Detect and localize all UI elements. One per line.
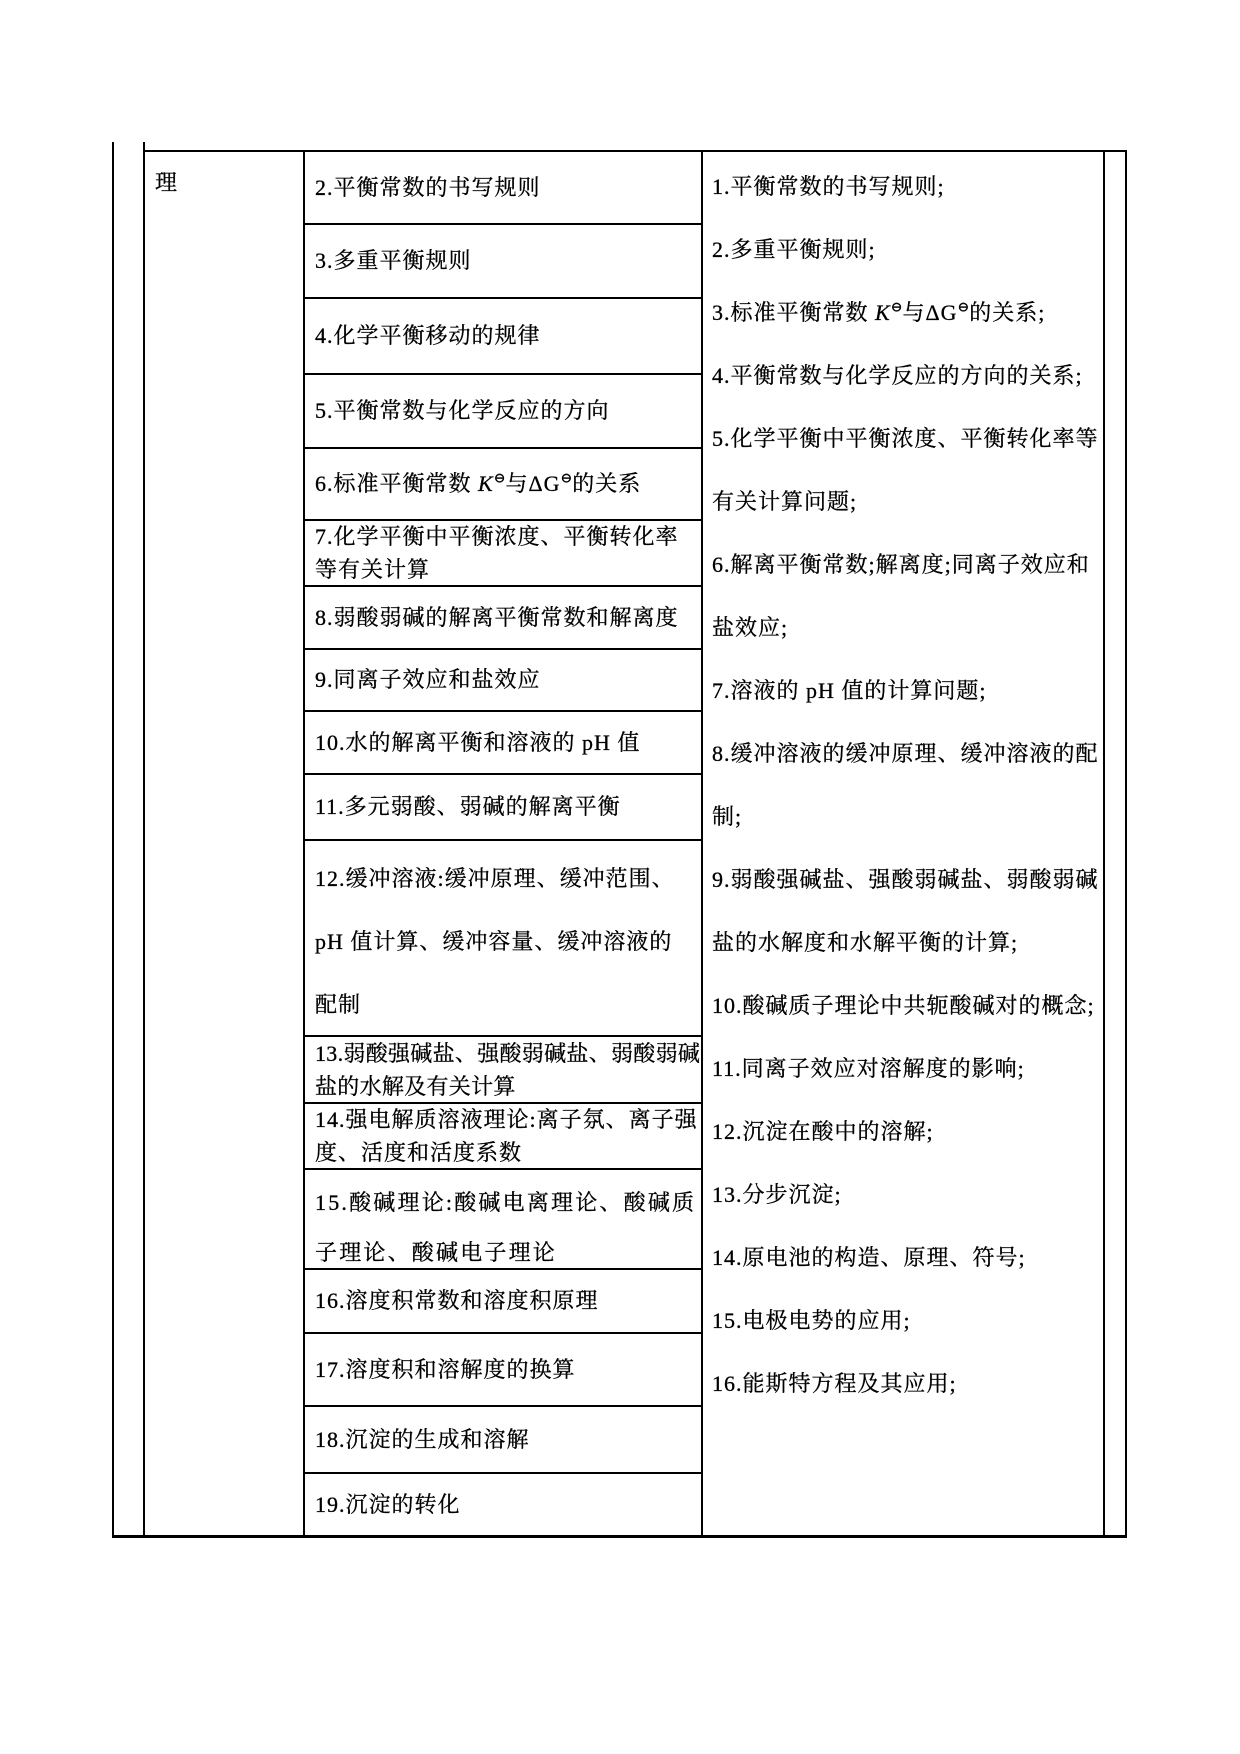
topic-text: 10.水的解离平衡和溶液的 pH 值: [315, 729, 641, 755]
point-item: 9.弱酸强碱盐、强酸弱碱盐、弱酸弱碱盐的水解度和水解平衡的计算;: [712, 867, 1099, 955]
point-item: 14.原电池的构造、原理、符号;: [712, 1245, 1026, 1270]
standard-state-superscript: ⊖: [957, 300, 970, 316]
topic-text: 17.溶度积和溶解度的换算: [315, 1356, 576, 1382]
point-item: 10.酸碱质子理论中共轭酸碱对的概念;: [712, 993, 1095, 1018]
point-item: 4.平衡常数与化学反应的方向的关系;: [712, 363, 1083, 388]
topic-text-suffix: 的关系: [572, 471, 642, 496]
standard-state-superscript: ⊖: [493, 471, 506, 487]
point-item: 12.沉淀在酸中的溶解;: [712, 1119, 934, 1144]
topic-text: 3.多重平衡规则: [315, 248, 472, 273]
topic-row: [305, 521, 701, 587]
topic-text-prefix: 6.标准平衡常数: [315, 471, 479, 496]
border-overhang-left: [112, 142, 114, 150]
topic-row: [305, 152, 701, 225]
point-item: 2.多重平衡规则;: [712, 237, 876, 262]
topic-text: 19.沉淀的转化: [315, 1491, 461, 1517]
topic-text: 7.化学平衡中平衡浓度、平衡转化率等有关计算: [315, 524, 679, 582]
topic-text: 16.溶度积常数和溶度积原理: [315, 1288, 599, 1313]
topic-row: [305, 650, 701, 712]
equilibrium-constant-symbol: K: [875, 300, 891, 325]
points-column: [703, 150, 1105, 1535]
point-item: 8.缓冲溶液的缓冲原理、缓冲溶液的配制;: [712, 741, 1099, 829]
topic-row: [305, 225, 701, 299]
topic-row: [305, 1334, 701, 1407]
topic-row: [305, 712, 701, 775]
point-item: 1.平衡常数的书写规则;: [712, 174, 945, 199]
point-item: 6.解离平衡常数;解离度;同离子效应和盐效应;: [712, 552, 1090, 640]
point-item: 13.分步沉淀;: [712, 1182, 842, 1207]
topic-text: 14.强电解质溶液理论:离子氛、离子强度、活度和活度系数: [315, 1107, 698, 1165]
topic-row: [305, 375, 701, 449]
topic-row: [305, 1170, 701, 1270]
topic-text: 5.平衡常数与化学反应的方向: [315, 398, 610, 423]
topic-text: 13.弱酸强碱盐、强酸弱碱盐、弱酸弱碱盐的水解及有关计算: [315, 1040, 701, 1099]
point-text-suffix: 的关系;: [969, 300, 1046, 325]
point-item: [712, 281, 1103, 344]
topic-text: 11.多元弱酸、弱碱的解离平衡: [315, 794, 621, 819]
point-item: 15.电极电势的应用;: [712, 1308, 911, 1333]
topic-row: [305, 1104, 701, 1170]
topic-text: 12.缓冲溶液:缓冲原理、缓冲范围、pH 值计算、缓冲容量、缓冲溶液的配制: [315, 866, 675, 1017]
topic-row: [305, 587, 701, 650]
topic-text: 15.酸碱理论:酸碱电离理论、酸碱质子理论、酸碱电子理论: [315, 1190, 697, 1265]
topic-text: 2.平衡常数的书写规则: [315, 174, 541, 200]
topic-text: 8.弱酸弱碱的解离平衡常数和解离度: [315, 604, 679, 630]
topic-row: [305, 1474, 701, 1535]
topic-text-mid: 与ΔG: [505, 471, 561, 496]
section-stub-label: 理: [155, 170, 179, 195]
standard-state-superscript: ⊖: [890, 300, 903, 316]
topics-column: [305, 150, 703, 1535]
section-stub-cell: [145, 150, 305, 1535]
right-gutter-cell: [1105, 150, 1125, 1535]
border-overhang-inner: [143, 142, 145, 150]
point-text-mid: 与ΔG: [902, 300, 958, 325]
point-item: 16.能斯特方程及其应用;: [712, 1371, 957, 1396]
topic-row: [305, 299, 701, 375]
equilibrium-constant-symbol: K: [478, 471, 494, 496]
topic-text: [305, 469, 701, 499]
topic-row: [305, 449, 701, 521]
topic-text: 9.同离子效应和盐效应: [315, 667, 541, 692]
standard-state-superscript: ⊖: [560, 471, 573, 487]
topic-text: 18.沉淀的生成和溶解: [315, 1426, 530, 1452]
point-item: 11.同离子效应对溶解度的影响;: [712, 1056, 1025, 1081]
topic-row: [305, 1407, 701, 1474]
left-gutter-cell: [114, 150, 145, 1535]
point-text-prefix: 3.标准平衡常数: [712, 300, 876, 325]
point-item: 5.化学平衡中平衡浓度、平衡转化率等有关计算问题;: [712, 426, 1099, 514]
topic-row: [305, 841, 701, 1037]
syllabus-table: [112, 150, 1127, 1538]
topic-row: [305, 775, 701, 841]
point-item: 7.溶液的 pH 值的计算问题;: [712, 678, 987, 703]
topic-row: [305, 1270, 701, 1334]
topic-row: [305, 1037, 701, 1104]
topic-text: 4.化学平衡移动的规律: [315, 323, 541, 348]
